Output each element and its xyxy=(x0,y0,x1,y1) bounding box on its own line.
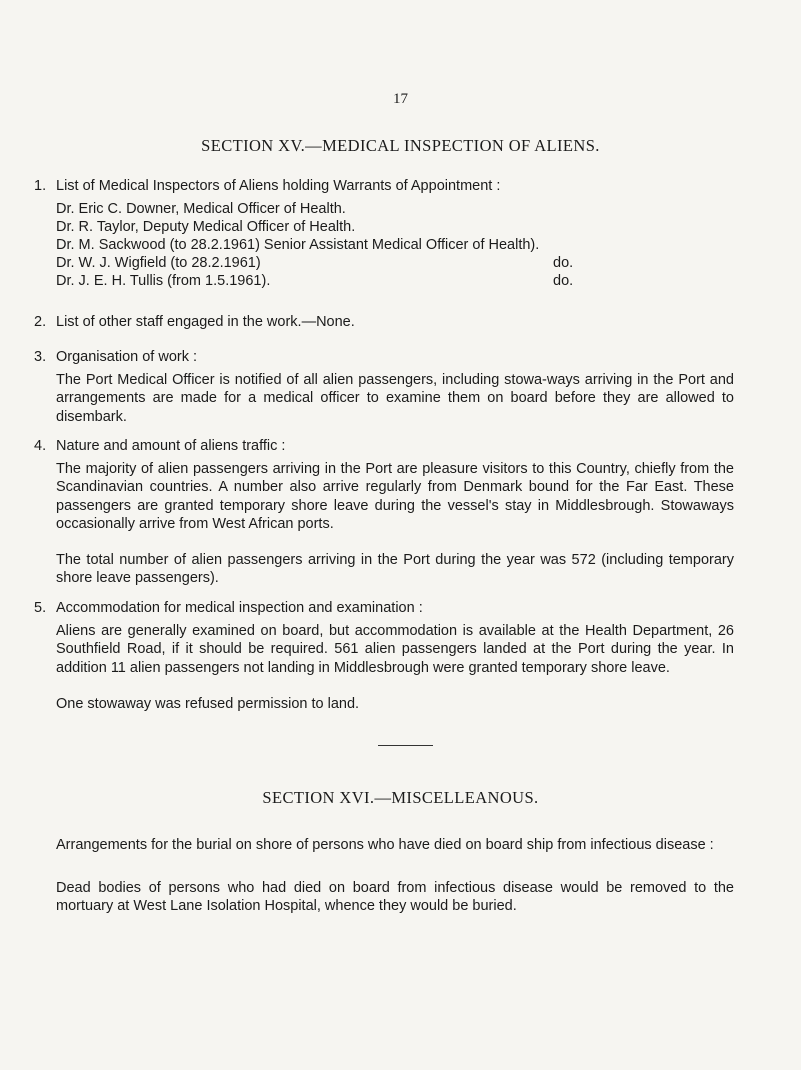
item-number: 1. xyxy=(34,178,47,194)
inspector-ditto-5: do. xyxy=(553,273,574,289)
item-number: 2. xyxy=(34,314,47,330)
item-5-paragraph-1: Aliens are generally examined on board, but accommodation is available at the Health Department, 26 Southfield Road, if it should be required. 561 alien passengers landed at the Port during the year. In addition 11 alien passengers not landing in Middlesbrough were granted temporary shore leave. xyxy=(56,623,734,676)
item-number: 5. xyxy=(34,600,47,616)
item-5-heading xyxy=(34,600,423,616)
item-1-heading xyxy=(34,178,500,194)
item-heading-text: Organisation of work : xyxy=(56,349,198,365)
page-number: 17 xyxy=(393,91,408,107)
item-4-heading xyxy=(34,438,285,454)
inspector-line-3: Dr. M. Sackwood (to 28.2.1961) Senior Assistant Medical Officer of Health). xyxy=(56,237,540,253)
section-16-title: SECTION XVI.—MISCELLEANOUS. xyxy=(262,788,539,807)
item-2-heading xyxy=(34,314,355,330)
inspector-line-5: Dr. J. E. H. Tullis (from 1.5.1961). xyxy=(56,273,271,289)
item-heading-text: List of Medical Inspectors of Aliens holding Warrants of Appointment : xyxy=(56,178,501,194)
item-4-paragraph-2: The total number of alien passengers arriving in the Port during the year was 572 (including temporary shore leave passengers). xyxy=(56,552,734,587)
section-divider xyxy=(378,745,433,746)
item-number: 3. xyxy=(34,349,47,365)
inspector-line-2: Dr. R. Taylor, Deputy Medical Officer of Health. xyxy=(56,219,356,235)
inspector-line-1: Dr. Eric C. Downer, Medical Officer of Health. xyxy=(56,201,346,217)
item-heading-text: Accommodation for medical inspection and examination : xyxy=(56,600,423,616)
item-3-paragraph: The Port Medical Officer is notified of all alien passengers, including stowa-ways arriving in the Port and arrangements are made for a medical officer to examine them on board before they are allowed to disembark. xyxy=(56,372,734,425)
item-3-heading xyxy=(34,349,197,365)
section-16-intro: Arrangements for the burial on shore of persons who have died on board ship from infectious disease : xyxy=(56,837,714,853)
section-15-title: SECTION XV.—MEDICAL INSPECTION OF ALIENS. xyxy=(201,136,600,155)
inspector-ditto-4: do. xyxy=(553,255,574,271)
item-number: 4. xyxy=(34,438,47,454)
section-16-paragraph: Dead bodies of persons who had died on board from infectious disease would be removed to the mortuary at West Lane Isolation Hospital, whence they would be buried. xyxy=(56,880,734,915)
inspector-line-4: Dr. W. J. Wigfield (to 28.2.1961) xyxy=(56,255,261,271)
item-4-paragraph-1: The majority of alien passengers arriving in the Port are pleasure visitors to this Country, chiefly from the Scandinavian countries. A number also arrive regularly from Denmark bound for the Far East. These passengers are granted temporary shore leave during the vessel's stay in Middlesbrough. Stowaways occasionally arrive from West African ports. xyxy=(56,461,734,532)
item-heading-text: Nature and amount of aliens traffic : xyxy=(56,438,286,454)
item-5-paragraph-2: One stowaway was refused permission to land. xyxy=(56,696,360,712)
item-heading-text: List of other staff engaged in the work.—None. xyxy=(56,314,355,330)
